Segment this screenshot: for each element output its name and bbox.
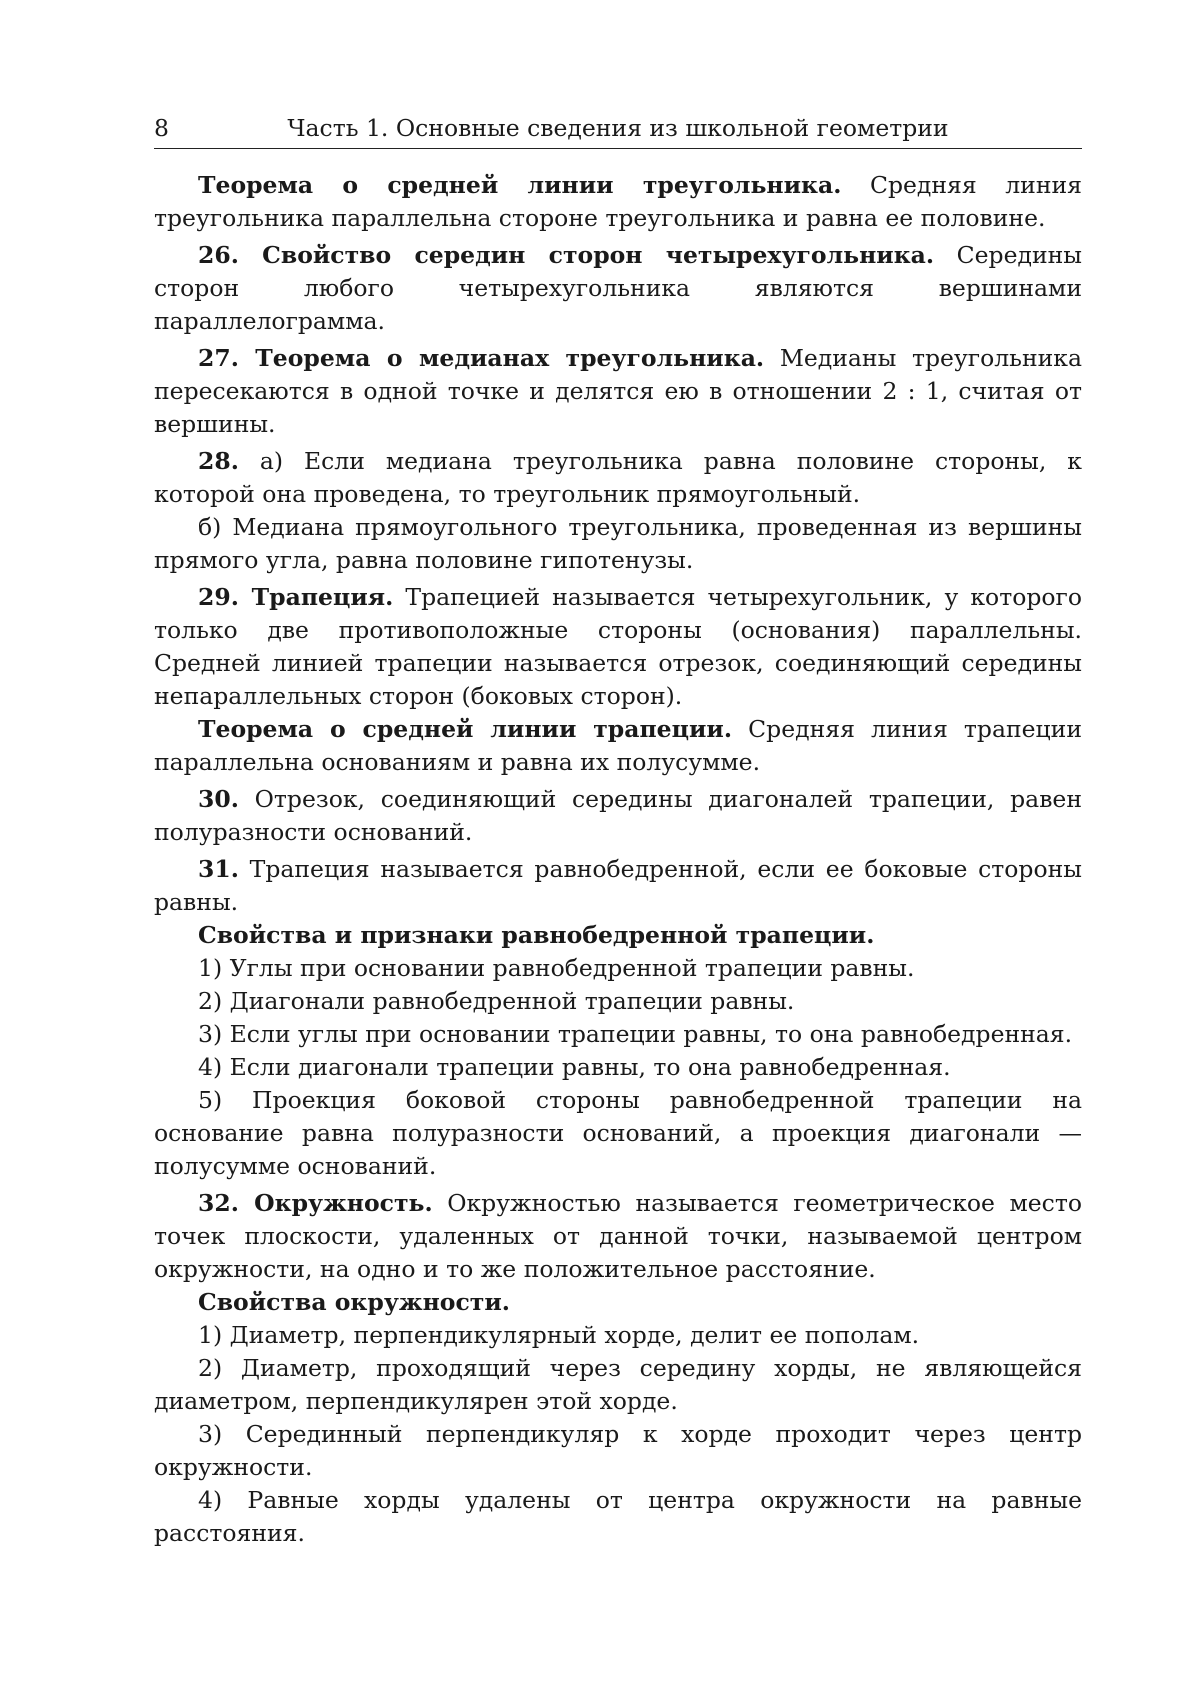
paragraph-text: 1) Диаметр, перпендикулярный хорде, делит ее пополам. bbox=[198, 1321, 919, 1349]
list-item bbox=[154, 952, 1082, 985]
running-title: Часть 1. Основные сведения из школьной геометрии bbox=[154, 112, 1082, 145]
paragraph-text: Середины сторон любого четырехугольника являются вершинами параллелограмма. bbox=[154, 241, 1082, 335]
list-item bbox=[154, 1352, 1082, 1418]
paragraph-text: 4) Если диагонали трапеции равны, то она равнобедренная. bbox=[198, 1053, 951, 1081]
paragraph-26 bbox=[154, 239, 1082, 338]
running-header bbox=[154, 112, 1082, 149]
list-item bbox=[154, 1484, 1082, 1550]
paragraph-lead: 32. Окружность. bbox=[198, 1189, 433, 1217]
paragraph-30 bbox=[154, 783, 1082, 849]
paragraph-lead: 31. bbox=[198, 855, 239, 883]
paragraph-lead: 27. Теорема о медианах треугольника. bbox=[198, 344, 764, 372]
paragraph-lead: Теорема о средней линии трапеции. bbox=[198, 715, 732, 743]
paragraph-lead: 28. bbox=[198, 447, 239, 475]
list-item bbox=[154, 1319, 1082, 1352]
list-item bbox=[154, 1084, 1082, 1183]
paragraph-text: 2) Диагонали равнобедренной трапеции равны. bbox=[198, 987, 794, 1015]
page-number: 8 bbox=[154, 112, 169, 145]
paragraph-text: 3) Серединный перпендикуляр к хорде проходит через центр окружности. bbox=[154, 1420, 1082, 1481]
paragraph-text: Трапецией называется четырехугольник, у которого только две противоположные стороны (основания) параллельны. Средней линией трапеции называется отрезок, соединяющий середины непараллельных сторон (боковых сторон). bbox=[154, 583, 1082, 710]
paragraph-lead: 30. bbox=[198, 785, 239, 813]
paragraph-text: Средняя линия трапеции параллельна основаниям и равна их полусумме. bbox=[154, 715, 1082, 776]
paragraph-text: Трапеция называется равнобедренной, если ее боковые стороны равны. bbox=[154, 855, 1082, 916]
paragraph-text: Окружностью называется геометрическое место точек плоскости, удаленных от данной точки, называемой центром окружности, на одно и то же положительное расстояние. bbox=[154, 1189, 1082, 1283]
list-item bbox=[154, 1418, 1082, 1484]
paragraph-31 bbox=[154, 853, 1082, 919]
paragraph-29 bbox=[154, 581, 1082, 713]
paragraph-text: 5) Проекция боковой стороны равнобедренной трапеции на основание равна полуразности оснований, а проекция диагонали — полусумме оснований. bbox=[154, 1086, 1082, 1180]
paragraph-text: 4) Равные хорды удалены от центра окружности на равные расстояния. bbox=[154, 1486, 1082, 1547]
paragraph-lead: Теорема о средней линии треугольника. bbox=[198, 171, 841, 199]
paragraph-lead: Свойства и признаки равнобедренной трапеции. bbox=[198, 921, 874, 949]
paragraph-text: 1) Углы при основании равнобедренной трапеции равны. bbox=[198, 954, 914, 982]
book-page bbox=[154, 112, 1082, 1550]
paragraph-27 bbox=[154, 342, 1082, 441]
paragraph-text: б) Медиана прямоугольного треугольника, проведенная из вершины прямого угла, равна половине гипотенузы. bbox=[154, 513, 1082, 574]
isosceles-trapezoid-properties-heading bbox=[154, 919, 1082, 952]
paragraph-32 bbox=[154, 1187, 1082, 1286]
list-item bbox=[154, 985, 1082, 1018]
paragraph-text: Средняя линия треугольника параллельна стороне треугольника и равна ее половине. bbox=[154, 171, 1082, 232]
paragraph-text: а) Если медиана треугольника равна половине стороны, к которой она проведена, то треугольник прямоугольный. bbox=[154, 447, 1082, 508]
paragraph-lead: 26. Свойство середин сторон четырехугольника. bbox=[198, 241, 934, 269]
paragraph-trapezoid-midline-theorem bbox=[154, 713, 1082, 779]
paragraph-text: Медианы треугольника пересекаются в одной точке и делятся ею в отношении 2 : 1, считая от вершины. bbox=[154, 344, 1082, 438]
paragraph-lead: 29. Трапеция. bbox=[198, 583, 393, 611]
paragraph-text: 2) Диаметр, проходящий через середину хорды, не являющейся диаметром, перпендикулярен этой хорде. bbox=[154, 1354, 1082, 1415]
paragraph-text: Отрезок, соединяющий середины диагоналей трапеции, равен полуразности оснований. bbox=[154, 785, 1082, 846]
paragraph-28a bbox=[154, 445, 1082, 511]
paragraph-28b bbox=[154, 511, 1082, 577]
list-item bbox=[154, 1018, 1082, 1051]
paragraph-text: 3) Если углы при основании трапеции равны, то она равнобедренная. bbox=[198, 1020, 1072, 1048]
paragraph-lead: Свойства окружности. bbox=[198, 1288, 510, 1316]
page-body bbox=[154, 169, 1082, 1550]
list-item bbox=[154, 1051, 1082, 1084]
circle-properties-heading bbox=[154, 1286, 1082, 1319]
paragraph-midline-theorem bbox=[154, 169, 1082, 235]
